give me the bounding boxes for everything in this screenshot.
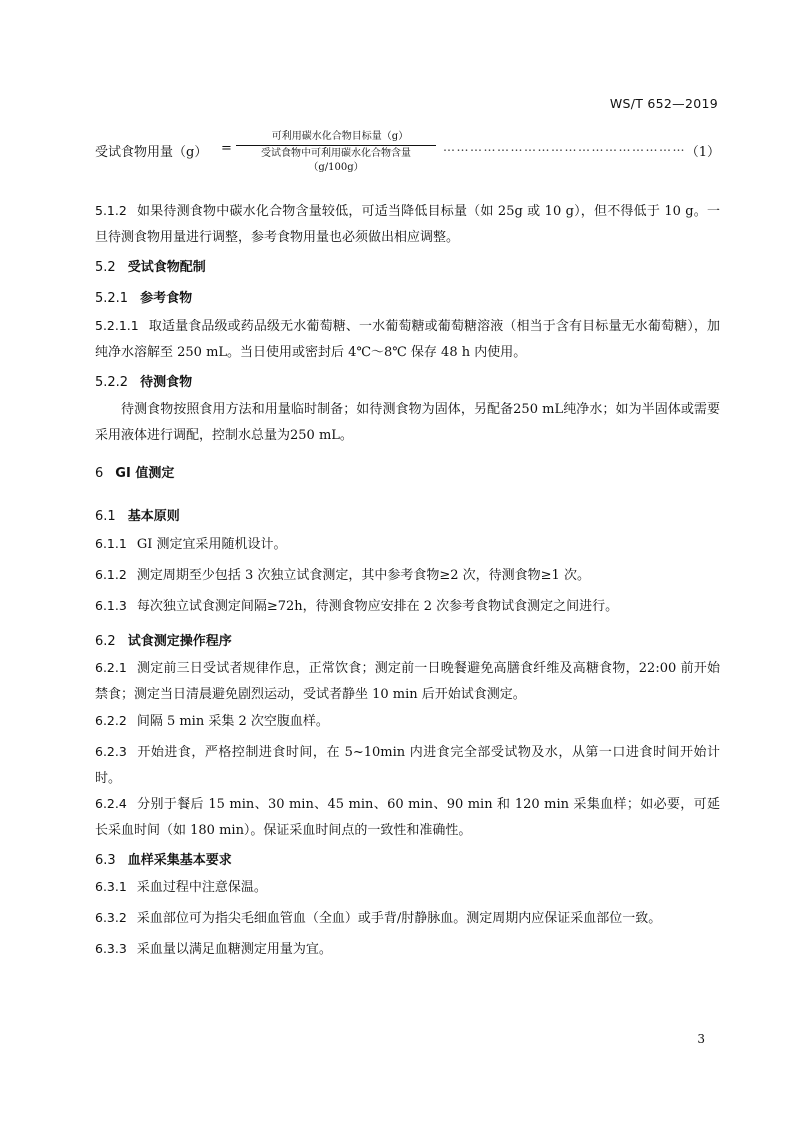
heading-5-2-1	[95, 287, 192, 306]
clause-5-1-2	[95, 198, 720, 251]
clause-number: 6.1.3	[95, 598, 127, 613]
clause-6-2-2	[95, 708, 720, 735]
clause-number: 6.3.1	[95, 879, 127, 894]
heading-title: 试食测定操作程序	[127, 634, 232, 649]
clause-number: 6.1.2	[95, 567, 127, 582]
heading-6-2	[95, 630, 232, 649]
heading-number: 5.2.2	[95, 375, 129, 390]
heading-title: 血样采集基本要求	[127, 853, 232, 868]
fraction-bar	[236, 145, 436, 146]
clause-number: 6.2.1	[95, 660, 127, 675]
formula-leader-dots: ………………………………………………	[443, 140, 686, 154]
clause-text: 分别于餐后 15 min、30 min、45 min、60 min、90 min 和 120 min 采集血样；如必要，可延长采血时间（如 180 min）。保证采血时间点的一致性和准确性。	[95, 797, 720, 838]
heading-6-3	[95, 849, 232, 868]
clause-text: 采血过程中注意保温。	[136, 880, 267, 895]
heading-number: 5.2	[95, 260, 116, 275]
formula-fraction	[236, 130, 436, 175]
heading-number: 6.1	[95, 509, 116, 524]
heading-title: 待测食物	[140, 375, 193, 390]
document-id: WS/T 652—2019	[609, 96, 718, 111]
clause-number: 6.2.4	[95, 796, 127, 811]
clause-number: 6.3.2	[95, 910, 127, 925]
clause-text: 每次独立试食测定间隔≥72h，待测食物应安排在 2 次参考食物试食测定之间进行。	[136, 599, 619, 614]
formula-numerator: 可利用碳水化合物目标量（g）	[271, 131, 409, 142]
clause-6-1-3	[95, 593, 720, 620]
clause-text: 采血量以满足血糖测定用量为宜。	[136, 942, 332, 957]
formula-equals: =	[221, 141, 232, 156]
heading-title: 受试食物配制	[127, 260, 206, 275]
heading-title: 参考食物	[140, 291, 193, 306]
formula-number: （1）	[685, 145, 720, 160]
clause-6-2-1	[95, 655, 720, 708]
clause-text: 如果待测食物中碳水化合物含量较低，可适当降低目标量（如 25g 或 10 g），但不得低于 10 g。一旦待测食物用量进行调整，参考食物用量也必须做出相应调整。	[95, 204, 720, 245]
clause-number: 6.2.2	[95, 713, 127, 728]
clause-text: 取适量食品级或药品级无水葡萄糖、一水葡萄糖或葡萄糖溶液（相当于含有目标量无水葡萄糖），加纯净水溶解至 250 mL。当日使用或密封后 4℃～8℃ 保存 48 h 内使用。	[95, 319, 720, 360]
clause-6-3-1	[95, 874, 720, 901]
clause-text: 开始进食，严格控制进食时间，在 5~10min 内进食完全部受试物及水，从第一口进食时间开始计时。	[95, 745, 720, 786]
paragraph-5-2-2: 待测食物按照食用方法和用量临时制备；如待测食物为固体，另配备250 mL纯净水；如为半固体或需要采用液体进行调配，控制水总量为250 mL。	[95, 402, 720, 443]
heading-6	[95, 462, 174, 481]
clause-text: 采血部位可为指尖毛细血管血（全血）或手背/肘静脉血。测定周期内应保证采血部位一致。	[136, 911, 662, 926]
heading-title: GI 值测定	[115, 466, 175, 481]
heading-number: 6	[95, 466, 104, 481]
page-number: 3	[697, 1032, 705, 1046]
clause-6-3-3	[95, 936, 720, 963]
formula-lhs: 受试食物用量（g）	[95, 145, 208, 160]
heading-5-2-2	[95, 371, 192, 390]
clause-6-3-2	[95, 905, 720, 932]
clause-6-1-2	[95, 562, 720, 589]
clause-text: 测定前三日受试者规律作息，正常饮食；测定前一日晚餐避免高膳食纤维及高糖食物，22:00 前开始禁食；测定当日清晨避免剧烈运动，受试者静坐 10 min 后开始试食测定。	[95, 661, 720, 702]
heading-number: 6.2	[95, 634, 116, 649]
clause-text: 间隔 5 min 采集 2 次空腹血样。	[136, 714, 329, 729]
clause-number: 6.3.3	[95, 941, 127, 956]
clause-text: 测定周期至少包括 3 次独立试食测定，其中参考食物≥2 次，待测食物≥1 次。	[136, 568, 590, 583]
heading-number: 5.2.1	[95, 291, 129, 306]
formula-denominator: 受试食物中可利用碳水化合物含量（g/100g）	[261, 148, 411, 173]
clause-text: GI 测定宜采用随机设计。	[136, 537, 287, 552]
clause-6-2-3	[95, 739, 720, 792]
clause-number: 6.1.1	[95, 536, 127, 551]
heading-number: 6.3	[95, 853, 116, 868]
formula-1	[95, 130, 720, 173]
clause-number: 5.2.1.1	[95, 318, 139, 333]
clause-number: 5.1.2	[95, 203, 127, 218]
heading-title: 基本原则	[127, 509, 180, 524]
heading-6-1	[95, 505, 180, 524]
clause-5-2-1-1	[95, 313, 720, 366]
clause-6-2-4	[95, 791, 720, 844]
clause-number: 6.2.3	[95, 744, 127, 759]
heading-5-2	[95, 256, 206, 275]
clause-6-1-1	[95, 531, 720, 558]
